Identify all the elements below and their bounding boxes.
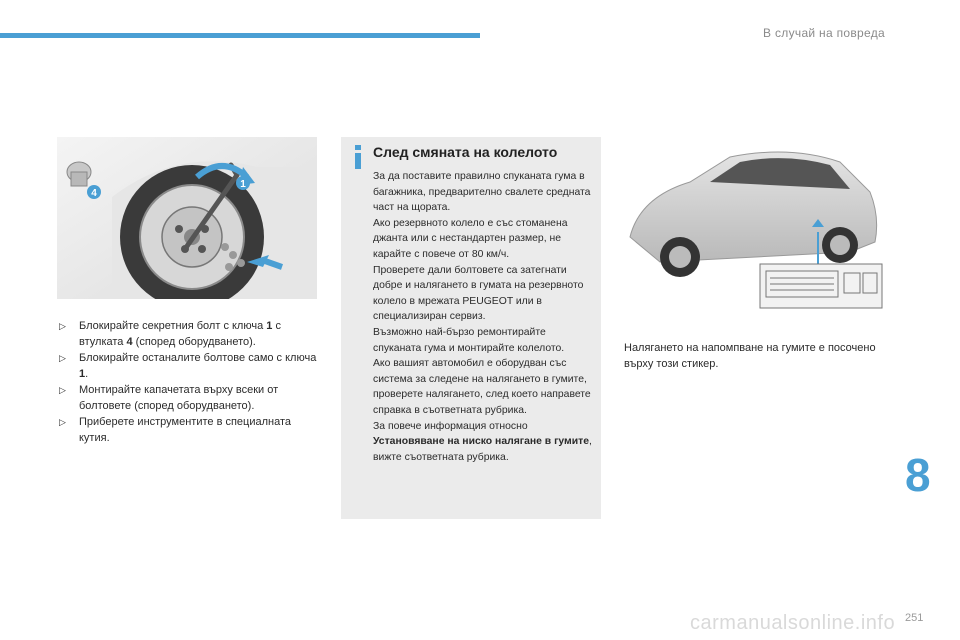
list-item: ▷ Приберете инструментите в специалната кутия. [59, 416, 292, 444]
socket-tool-icon [67, 162, 91, 186]
info-paragraph: За повече информация относно [373, 420, 528, 432]
info-paragraph: Проверете дали болтовете са затегнати добре и налягането в гумата на резервното колело в мрежата PEUGEOT или в специализиран сервиз. [373, 264, 584, 323]
info-paragraph: Установяване на ниско налягане в гумите, вижте съответната рубрика. [373, 436, 592, 463]
sticker-caption: Налягането на напомпване на гумите е посочено върху този стикер. [624, 342, 876, 370]
list-item: ▷ Блокирайте останалите болтове само с ключа 1. [59, 352, 317, 380]
watermark: carmanualsonline.info [690, 612, 896, 634]
chapter-number: 8 [905, 449, 931, 501]
figure-label-4: 4 [91, 188, 97, 199]
info-box [341, 137, 601, 519]
info-paragraph: Ако вашият автомобил е оборудван със система за следене на налягането в гумите, проверете налягането, след което направете справка в съответната рубрика. [373, 358, 591, 416]
section-title: В случай на повреда [763, 26, 885, 40]
tyre-pressure-sticker [760, 264, 882, 308]
bullet-marker-icon: ▷ [59, 385, 66, 395]
list-item: ▷ Блокирайте секретния болт с ключа 1 с втулката 4 (според оборудването). [59, 320, 281, 348]
bullet-marker-icon: ▷ [59, 353, 66, 363]
info-body [373, 169, 595, 465]
instruction-list [57, 318, 319, 446]
header-accent-bar [0, 33, 480, 38]
car-sticker-illustration [620, 137, 884, 309]
figure-label-1: 1 [240, 179, 246, 190]
list-item: ▷ Монтирайте капачетата върху всеки от болтовете (според оборудването). [59, 384, 279, 412]
info-paragraph: Ако резервното колело е със стоманена джанта или с нестандартен размер, не карайте с повече от 80 км/ч. [373, 217, 568, 260]
info-paragraph: Възможно най-бързо ремонтирайте спуканата гума и монтирайте колелото. [373, 326, 565, 354]
info-title: След смяната на колелото [373, 144, 558, 160]
bullet-marker-icon: ▷ [59, 321, 66, 331]
info-paragraph: За да поставите правилно спуканата гума в багажника, предварително свалете средната част на щората. [373, 171, 591, 214]
page-number: 251 [905, 612, 924, 624]
bullet-marker-icon: ▷ [59, 417, 66, 427]
wheel-bolt-illustration [57, 137, 317, 299]
info-icon [351, 145, 365, 169]
